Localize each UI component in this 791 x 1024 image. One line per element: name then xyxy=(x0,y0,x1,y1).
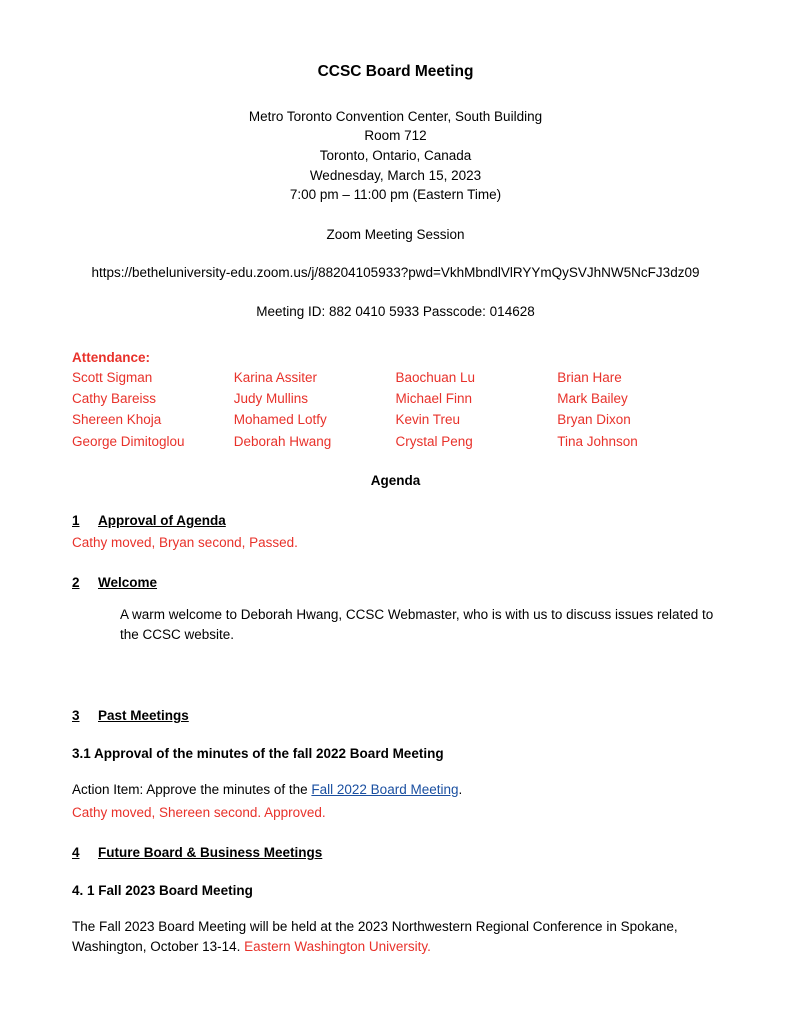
section-number: 4 xyxy=(72,845,80,861)
spacer xyxy=(72,645,719,685)
attendee-name: Brian Hare xyxy=(557,369,622,385)
attendee-name: Tina Johnson xyxy=(557,433,638,449)
action-item-prefix: Action Item: Approve the minutes of the xyxy=(72,781,312,797)
table-row xyxy=(72,411,719,432)
attendee-name: Baochuan Lu xyxy=(395,369,476,385)
spacer xyxy=(72,283,719,303)
attendance-heading: Attendance: xyxy=(72,349,151,365)
section-heading-2 xyxy=(72,574,719,592)
section-title: Past Meetings xyxy=(98,708,189,724)
venue-line-4: Wednesday, March 15, 2023 xyxy=(309,167,482,183)
section-1-note: Cathy moved, Bryan second, Passed. xyxy=(72,535,298,551)
subsection-heading-3-1: 3.1 Approval of the minutes of the fall 2022 Board Meeting xyxy=(72,746,444,762)
attendee-name: Karina Assiter xyxy=(233,369,318,385)
section-title: Approval of Agenda xyxy=(98,513,226,529)
section-number: 2 xyxy=(72,575,80,591)
attendee-name: Mohamed Lotfy xyxy=(233,412,327,428)
section-number: 1 xyxy=(72,513,80,529)
section-2-body: A warm welcome to Deborah Hwang, CCSC Webmaster, who is with us to discuss issues related to the CCSC website. xyxy=(120,606,714,642)
attendee-name: Judy Mullins xyxy=(233,391,309,407)
table-row xyxy=(72,369,719,390)
section-3-action-item xyxy=(72,780,719,800)
section-3-note: Cathy moved, Shereen second. Approved. xyxy=(72,804,326,820)
subsection-heading-4-1: 4. 1 Fall 2023 Board Meeting xyxy=(72,883,253,899)
table-row xyxy=(72,433,719,454)
section-title: Future Board & Business Meetings xyxy=(98,845,323,861)
venue-line-3: Toronto, Ontario, Canada xyxy=(319,148,472,164)
attendee-name: Cathy Bareiss xyxy=(72,391,157,407)
meeting-id-line: Meeting ID: 882 0410 5933 Passcode: 014628 xyxy=(256,303,535,319)
attendee-name: Deborah Hwang xyxy=(233,433,332,449)
attendee-name: Scott Sigman xyxy=(72,369,153,385)
attendee-name: George Dimitoglou xyxy=(72,433,185,449)
venue-line-1: Metro Toronto Convention Center, South Building xyxy=(248,108,543,124)
section-heading-3 xyxy=(72,707,719,725)
zoom-session-label: Zoom Meeting Session xyxy=(326,226,465,242)
section-4-body-text: The Fall 2023 Board Meeting will be held at the 2023 Northwestern Regional Conference in Spokane, Washington, October 13-14. xyxy=(72,918,678,954)
attendee-name: Michael Finn xyxy=(395,391,473,407)
attendee-name: Shereen Khoja xyxy=(72,412,162,428)
spacer xyxy=(72,205,719,225)
fall-2022-board-meeting-link[interactable]: Fall 2022 Board Meeting xyxy=(311,781,459,797)
table-row xyxy=(72,390,719,411)
agenda-heading: Agenda xyxy=(370,472,421,488)
attendance-table xyxy=(72,369,719,454)
zoom-meeting-url[interactable]: https://betheluniversity-edu.zoom.us/j/88204105933?pwd=VkhMbndlVlRYYmQySVJhNW5NcFJ3dz09 xyxy=(91,265,700,281)
page-title: CCSC Board Meeting xyxy=(317,63,474,80)
attendee-name: Kevin Treu xyxy=(395,412,461,428)
section-heading-4 xyxy=(72,844,719,862)
venue-line-2: Room 712 xyxy=(364,128,427,144)
spacer xyxy=(72,244,719,264)
section-heading-1 xyxy=(72,512,719,530)
attendee-name: Bryan Dixon xyxy=(557,412,631,428)
section-number: 3 xyxy=(72,708,80,724)
action-item-suffix: . xyxy=(458,781,463,797)
venue-line-5: 7:00 pm – 11:00 pm (Eastern Time) xyxy=(289,187,502,203)
section-4-body-highlight: Eastern Washington University. xyxy=(244,938,431,954)
section-title: Welcome xyxy=(98,575,158,591)
section-4-body xyxy=(72,917,719,958)
attendee-name: Mark Bailey xyxy=(557,391,628,407)
spacer xyxy=(72,321,719,349)
attendee-name: Crystal Peng xyxy=(395,433,473,449)
